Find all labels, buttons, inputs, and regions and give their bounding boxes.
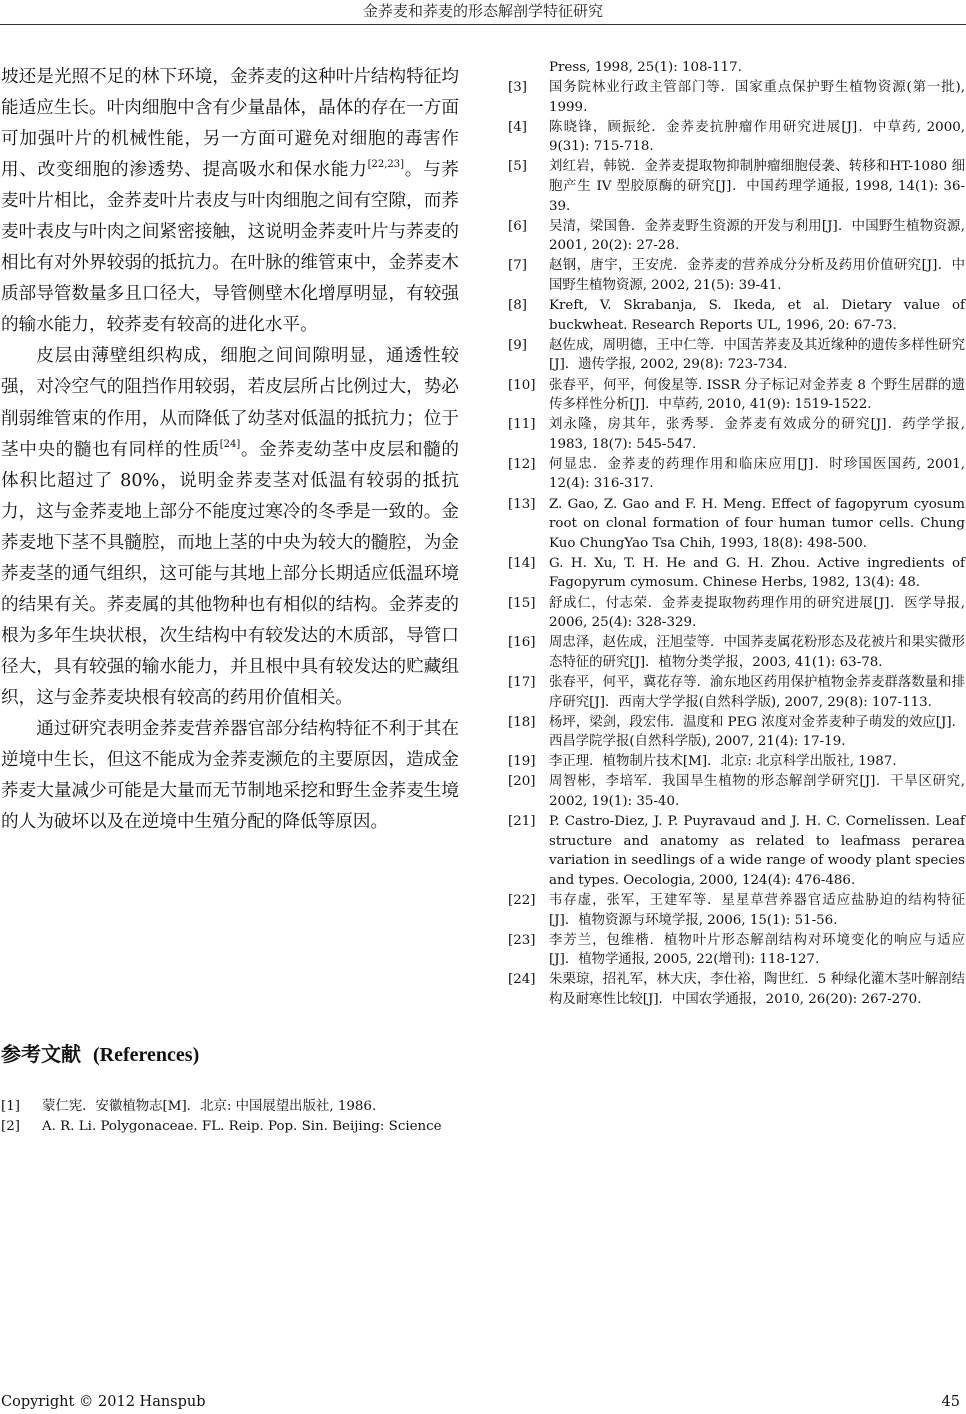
reference-text: 朱栗琼，招礼军，林大庆，李仕裕，陶世红．5 种绿化灌木茎叶解剖结构及耐寒性比较[J]．中国农学通报，2010, 26(20): 267-270. (549, 972, 965, 1007)
reference-number: [7] (508, 258, 527, 274)
reference-item (508, 415, 965, 454)
reference-number: [12] (508, 456, 536, 472)
reference-number: [9] (508, 337, 527, 353)
reference-number: [13] (508, 496, 536, 512)
reference-text: 杨坪，梁剑，段宏伟．温度和 PEG 浓度对金荞麦种子萌发的效应[J]．西昌学院学报(自然科学版), 2007, 21(4): 17-19. (549, 714, 965, 750)
reference-number: [16] (508, 635, 536, 651)
reference-item (508, 772, 965, 811)
paragraph-2-text-b: 。金荞麦幼茎中皮层和髓的体积比超过了 80%，说明金荞麦茎对低温有较弱的抵抗力，这与金荞麦地上部分不能度过寒冷的冬季是一致的。金荞麦地下茎不具髓腔，而地上茎的中央为较大的髓腔，为金荞麦茎的通气组织，这可能与其地上部分长期适应低温环境的结果有关。荞麦属的其他物种也有相似的结构。金荞麦的根为多年生块状根，次生结构中有较发达的木质部，导管口径大，具有较强的输水能力，并且根中具有较发达的贮藏组织，这与金荞麦块根有较高的药用价值相关。 (1, 439, 459, 708)
reference-text: 陈晓锋，顾振纶．金荞麦抗肿瘤作用研究进展[J]．中草药, 2000, 9(31): 715-718. (549, 119, 965, 155)
reference-text: 吴清，梁国鲁．金荞麦野生资源的开发与利用[J]．中国野生植物资源, 2001, 20(2): 27-28. (549, 218, 965, 254)
reference-text: 赵佐成，周明德，王中仁等．中国苦荞麦及其近缘种的遗传多样性研究[J]．遗传学报, 2002, 29(8): 723-734. (549, 337, 965, 373)
reference-text: 国务院林业行政主管部门等．国家重点保护野生植物资源(第一批), 1999. (549, 80, 965, 115)
copyright-notice: Copyright © 2012 Hanspub (1, 1394, 206, 1410)
reference-text: 刘永隆，房其年，张秀琴．金荞麦有效成分的研究[J]．药学学报, 1983, 18(7): 545-547. (549, 417, 965, 452)
reference-number: [24] (508, 972, 536, 988)
reference-number: [1] (1, 1099, 20, 1114)
paragraph-1-text-a: 坡还是光照不足的林下环境，金荞麦的这种叶片结构特征均能适应生长。叶肉细胞中含有少量晶体，晶体的存在一方面可加强叶片的机械性能，另一方面可避免对细胞的毒害作用、改变细胞的渗透势、提高吸水和保水能力 (1, 67, 459, 181)
reference-number: [10] (508, 377, 536, 393)
reference-item (508, 78, 965, 117)
reference-item (508, 673, 965, 712)
reference-number: [19] (508, 754, 536, 770)
reference-text: 蒙仁宪．安徽植物志[M]．北京: 中国展望出版社, 1986. (42, 1099, 377, 1114)
body-paragraph-3: 通过研究表明金荞麦营养器官部分结构特征不利于其在逆境中生长，但这不能成为金荞麦濒危的主要原因，造成金荞麦大量减少可能是大量而无节制地采挖和野生金荞麦生境的人为破坏以及在逆境中生殖分配的降低等原因。 (1, 718, 459, 833)
reference-items-right (508, 78, 965, 1009)
paragraph-1-text-b: 。与荞麦叶片相比，金荞麦叶片表皮与叶肉细胞之间有空隙，而荞麦叶表皮与叶肉之间紧密接触，这说明金荞麦叶片与荞麦的相比有对外界较弱的抵抗力。在叶脉的维管束中，金荞麦木质部导管数量多且口径大，导管侧壁木化增厚明显，有较强的输水能力，较荞麦有较高的进化水平。 (1, 160, 459, 336)
reference-number: [4] (508, 119, 527, 135)
reference-item (508, 157, 965, 216)
reference-item (508, 713, 965, 752)
running-title: 金荞麦和荞麦的形态解剖学特征研究 (362, 2, 603, 20)
reference-item (508, 495, 965, 554)
reference-text: 李正理．植物制片技术[M]．北京: 北京科学出版社, 1987. (549, 754, 897, 770)
reference-number: [11] (508, 417, 536, 433)
references-heading (1, 1041, 459, 1069)
reference-text: 张春平，何平，何俊星等. ISSR 分子标记对金荞麦 8 个野生居群的遗传多样性分析[J]．中草药, 2010, 41(9): 1519-1522. (549, 377, 965, 413)
reference-item (508, 296, 965, 335)
reference-text: G. H. Xu, T. H. He and G. H. Zhou. Active ingredients of Fagopyrum cymosum. Chinese Herbs, 1982, 13(4): 48. (549, 555, 965, 591)
reference-text: 何显忠．金荞麦的药理作用和临床应用[J]．时珍国医国药, 2001, 12(4): 316-317. (549, 456, 965, 492)
reference-number: [3] (508, 80, 527, 96)
reference-text: 张春平，何平，冀花存等．渝东地区药用保护植物金荞麦群落数量和排序研究[J]．西南大学学报(自然科学版), 2007, 29(8): 107-113. (549, 674, 965, 710)
header-rule (0, 24, 966, 25)
reference-continuation: Press, 1998, 25(1): 108-117. (549, 60, 742, 75)
reference-item (508, 812, 965, 890)
reference-item (508, 891, 965, 930)
reference-number: [17] (508, 674, 536, 690)
reference-item (508, 376, 965, 415)
reference-number: [15] (508, 595, 536, 611)
reference-number: [2] (1, 1118, 20, 1134)
reference-list-right (508, 58, 965, 1010)
reference-item (508, 336, 965, 375)
reference-number: [8] (508, 298, 527, 314)
reference-text: 赵钢，唐宇，王安虎．金荞麦的营养成分分析及药用价值研究[J]．中国野生植物资源, 2002, 21(5): 39-41. (549, 258, 965, 294)
reference-text: 周智彬，李培军．我国旱生植物的形态解剖学研究[J]．干旱区研究, 2002, 19(1): 35-40. (549, 774, 965, 809)
reference-item (1, 1117, 459, 1137)
reference-number: [21] (508, 814, 536, 830)
references-heading-cn: 参考文献 (1, 1044, 81, 1066)
reference-item (508, 633, 965, 672)
reference-item (508, 594, 965, 633)
reference-text: 李芳兰，包维楷．植物叶片形态解剖结构对环境变化的响应与适应[J]．植物学通报, 2005, 22(增刊): 118-127. (549, 932, 965, 968)
reference-text: 周忠泽，赵佐成，汪旭莹等．中国荞麦属花粉形态及花被片和果实微形态特征的研究[J]．植物分类学报，2003, 41(1): 63-78. (549, 635, 965, 670)
reference-number: [22] (508, 892, 536, 908)
reference-number: [23] (508, 932, 536, 948)
citation-22-23[interactable]: [22,23] (367, 159, 404, 171)
reference-number: [14] (508, 555, 536, 571)
reference-item (508, 554, 965, 593)
reference-text: Z. Gao, Z. Gao and F. H. Meng. Effect of fagopyrum cyosum root on clonal formation of four human tumor cells. Chung Kuo ChungYao Tsa Chih, 1993, 18(8): 498-500. (549, 496, 965, 551)
reference-item (508, 217, 965, 256)
left-column-body (1, 62, 459, 838)
body-paragraph-2 (1, 341, 459, 714)
reference-item (508, 118, 965, 157)
reference-item (508, 931, 965, 970)
reference-number: [6] (508, 218, 527, 234)
reference-text: P. Castro-Diez, J. P. Puyravaud and J. H. C. Cornelissen. Leaf structure and anatomy as related to leafmass perarea variation in seedlings of a wide range of woody plant species and types. Oecologia, 2000, 124(4): 476-486. (549, 814, 965, 888)
reference-number: [20] (508, 774, 536, 790)
reference-text: 韦存虚，张军，王建军等．星星草营养器官适应盐胁迫的结构特征[J]．植物资源与环境学报, 2006, 15(1): 51-56. (549, 892, 965, 928)
reference-item (508, 752, 965, 772)
reference-item (508, 455, 965, 494)
page-number: 45 (941, 1394, 960, 1410)
reference-number: [5] (508, 159, 527, 175)
reference-text: A. R. Li. Polygonaceae. FL. Reip. Pop. Sin. Beijing: Science (42, 1118, 442, 1134)
reference-text: 舒成仁，付志荣．金荞麦提取物药理作用的研究进展[J]．医学导报, 2006, 25(4): 328-329. (549, 595, 965, 631)
reference-text: 刘红岩，韩锐．金荞麦提取物抑制肿瘤细胞侵袭、转移和HT-1080 细胞产生 IV 型胶原酶的研究[J]．中国药理学通报, 1998, 14(1): 36-39. (549, 159, 965, 214)
paragraph-2-text-a: 皮层由薄壁组织构成，细胞之间间隙明显，通透性较强，对冷空气的阻挡作用较弱，若皮层所占比例过大，势必削弱维管束的作用，从而降低了幼茎对低温的抵抗力；位于茎中央的髓也有同样的性质 (1, 346, 459, 460)
reference-item (508, 256, 965, 295)
body-paragraph-1 (1, 62, 459, 341)
references-heading-en: (References) (93, 1044, 200, 1066)
reference-number: [18] (508, 714, 536, 730)
citation-24[interactable]: [24] (219, 438, 241, 450)
reference-item (508, 970, 965, 1009)
reference-list-left (1, 1097, 459, 1136)
reference-text: Kreft, V. Skrabanja, S. Ikeda, et al. Dietary value of buckwheat. Research Reports UL, 1996, 20: 67-73. (549, 298, 965, 333)
reference-item (1, 1097, 459, 1117)
